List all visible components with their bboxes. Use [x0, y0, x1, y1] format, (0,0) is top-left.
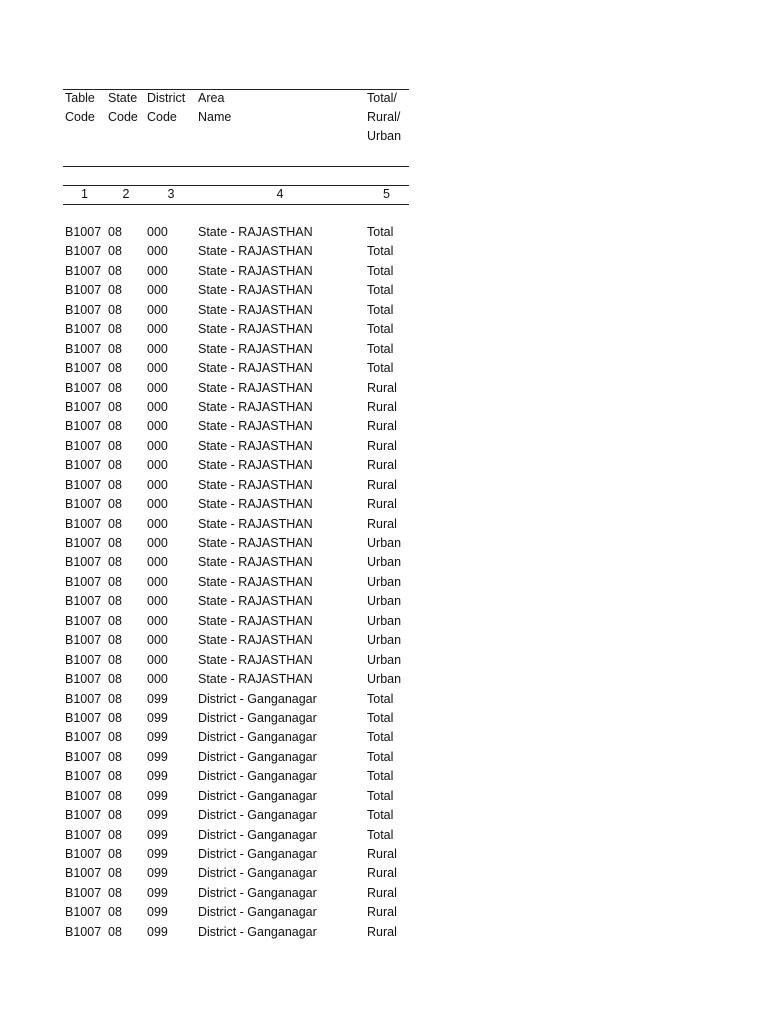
table-row [63, 787, 409, 806]
table-row [63, 476, 409, 495]
table-code-cell: B1007 [65, 574, 102, 589]
state-code-cell: 08 [108, 380, 122, 395]
total-rural-urban-cell: Rural [367, 458, 397, 473]
table-row [63, 631, 409, 650]
total-rural-urban-cell: Rural [367, 866, 397, 881]
table-code-cell: B1007 [65, 302, 102, 317]
total-rural-urban-cell: Total [367, 322, 394, 337]
total-rural-urban-cell: Urban [367, 555, 402, 570]
total-rural-urban-cell: Total [367, 788, 394, 803]
district-code-cell: 000 [147, 341, 168, 356]
area-name-cell: State - RAJASTHAN [198, 302, 313, 317]
area-name-cell: District - Ganganagar [198, 808, 317, 823]
header-state-code: State Code [108, 91, 138, 124]
area-name-cell: District - Ganganagar [198, 905, 317, 920]
district-code-cell: 000 [147, 574, 168, 589]
area-name-cell: District - Ganganagar [198, 730, 317, 745]
district-code-cell: 000 [147, 225, 168, 239]
state-code-cell: 08 [108, 244, 122, 259]
state-code-cell: 08 [108, 361, 122, 376]
state-code-cell: 08 [108, 652, 122, 667]
table-row [63, 903, 409, 922]
area-name-cell: District - Ganganagar [198, 827, 317, 842]
table-row [63, 826, 409, 845]
area-name-cell: State - RAJASTHAN [198, 477, 313, 492]
table-code-cell: B1007 [65, 536, 102, 550]
column-number-4: 4 [276, 187, 284, 201]
table-row [63, 748, 409, 767]
area-name-cell: District - Ganganagar [198, 924, 317, 939]
total-rural-urban-cell: Total [367, 361, 394, 376]
state-code-cell: 08 [108, 594, 122, 609]
district-code-cell: 099 [147, 885, 168, 900]
area-name-cell: State - RAJASTHAN [198, 613, 313, 628]
total-rural-urban-cell: Urban [367, 613, 402, 628]
table-code-cell: B1007 [65, 710, 102, 725]
table-code-cell: B1007 [65, 419, 102, 434]
area-name-cell: State - RAJASTHAN [198, 574, 313, 589]
state-code-cell: 08 [108, 536, 122, 550]
district-code-cell: 099 [147, 905, 168, 920]
total-rural-urban-cell: Rural [367, 399, 397, 414]
table-code-cell: B1007 [65, 497, 102, 512]
table-row [63, 651, 409, 670]
total-rural-urban-cell: Rural [367, 905, 397, 920]
state-code-cell: 08 [108, 613, 122, 628]
district-code-cell: 000 [147, 419, 168, 434]
total-rural-urban-cell: Total [367, 263, 394, 278]
area-name-cell: State - RAJASTHAN [198, 594, 313, 609]
area-name-cell: State - RAJASTHAN [198, 263, 313, 278]
total-rural-urban-cell: Rural [367, 477, 397, 492]
table-code-cell: B1007 [65, 477, 102, 492]
district-code-cell: 000 [147, 497, 168, 512]
table-code-cell: B1007 [65, 788, 102, 803]
table-row [63, 670, 409, 689]
district-code-cell: 000 [147, 633, 168, 648]
table-row [63, 573, 409, 592]
area-name-cell: District - Ganganagar [198, 847, 317, 861]
table-row [63, 437, 409, 456]
total-rural-urban-cell: Urban [367, 594, 402, 609]
table-row [63, 612, 409, 631]
district-code-cell: 099 [147, 788, 168, 803]
table-row [63, 281, 409, 300]
header-area-name: Area Name [198, 91, 232, 124]
table-code-cell: B1007 [65, 458, 102, 473]
state-code-cell: 08 [108, 749, 122, 764]
area-name-cell: State - RAJASTHAN [198, 244, 313, 259]
table-code-cell: B1007 [65, 672, 102, 687]
total-rural-urban-cell: Rural [367, 419, 397, 434]
area-name-cell: State - RAJASTHAN [198, 399, 313, 414]
district-code-cell: 099 [147, 808, 168, 823]
area-name-cell: District - Ganganagar [198, 885, 317, 900]
district-code-cell: 099 [147, 749, 168, 764]
table-row [63, 767, 409, 786]
district-code-cell: 000 [147, 536, 168, 550]
state-code-cell: 08 [108, 847, 122, 861]
table-row [63, 515, 409, 534]
district-code-cell: 099 [147, 730, 168, 745]
district-code-cell: 000 [147, 263, 168, 278]
header-total-rural-urban: Total/ Rural/ Urban [367, 91, 402, 143]
column-number-bottom-rule [63, 204, 409, 205]
state-code-cell: 08 [108, 438, 122, 453]
state-code-cell: 08 [108, 263, 122, 278]
district-code-cell: 000 [147, 283, 168, 298]
district-code-cell: 000 [147, 477, 168, 492]
table-code-cell: B1007 [65, 380, 102, 395]
district-code-cell: 000 [147, 399, 168, 414]
area-name-cell: State - RAJASTHAN [198, 419, 313, 434]
table-row [63, 340, 409, 359]
table-row [63, 845, 409, 864]
total-rural-urban-cell: Urban [367, 672, 402, 687]
table-code-cell: B1007 [65, 633, 102, 648]
district-code-cell: 099 [147, 691, 168, 706]
area-name-cell: State - RAJASTHAN [198, 380, 313, 395]
table-row [63, 923, 409, 942]
table-code-cell: B1007 [65, 924, 102, 939]
total-rural-urban-cell: Rural [367, 497, 397, 512]
district-code-cell: 000 [147, 244, 168, 259]
table-row [63, 864, 409, 883]
state-code-cell: 08 [108, 341, 122, 356]
total-rural-urban-cell: Urban [367, 536, 402, 550]
area-name-cell: State - RAJASTHAN [198, 283, 313, 298]
state-code-cell: 08 [108, 458, 122, 473]
total-rural-urban-cell: Rural [367, 516, 397, 531]
state-code-cell: 08 [108, 672, 122, 687]
district-code-cell: 000 [147, 302, 168, 317]
state-code-cell: 08 [108, 808, 122, 823]
total-rural-urban-cell: Rural [367, 438, 397, 453]
district-code-cell: 099 [147, 769, 168, 784]
table-code-cell: B1007 [65, 244, 102, 259]
area-name-cell: State - RAJASTHAN [198, 633, 313, 648]
table-row [63, 242, 409, 261]
district-code-cell: 099 [147, 924, 168, 939]
total-rural-urban-cell: Rural [367, 924, 397, 939]
table-row [63, 806, 409, 825]
table-row [63, 417, 409, 436]
state-code-cell: 08 [108, 322, 122, 337]
district-code-cell: 000 [147, 380, 168, 395]
state-code-cell: 08 [108, 788, 122, 803]
area-name-cell: State - RAJASTHAN [198, 361, 313, 376]
table-body [63, 223, 409, 942]
area-name-cell: District - Ganganagar [198, 691, 317, 706]
district-code-cell: 000 [147, 672, 168, 687]
state-code-cell: 08 [108, 924, 122, 939]
table-code-cell: B1007 [65, 691, 102, 706]
state-code-cell: 08 [108, 633, 122, 648]
state-code-cell: 08 [108, 399, 122, 414]
table-row [63, 884, 409, 903]
table-row [63, 690, 409, 709]
total-rural-urban-cell: Urban [367, 652, 402, 667]
district-code-cell: 000 [147, 361, 168, 376]
total-rural-urban-cell: Total [367, 769, 394, 784]
area-name-cell: State - RAJASTHAN [198, 438, 313, 453]
column-number-3: 3 [167, 187, 175, 201]
table-code-cell: B1007 [65, 341, 102, 356]
table-code-cell: B1007 [65, 808, 102, 823]
table-code-cell: B1007 [65, 613, 102, 628]
state-code-cell: 08 [108, 283, 122, 298]
district-code-cell: 000 [147, 322, 168, 337]
table-row [63, 223, 409, 242]
area-name-cell: District - Ganganagar [198, 866, 317, 881]
area-name-cell: State - RAJASTHAN [198, 322, 313, 337]
table-code-cell: B1007 [65, 730, 102, 745]
table-row [63, 553, 409, 572]
table-code-cell: B1007 [65, 905, 102, 920]
district-code-cell: 099 [147, 710, 168, 725]
district-code-cell: 000 [147, 438, 168, 453]
area-name-cell: State - RAJASTHAN [198, 536, 313, 550]
state-code-cell: 08 [108, 730, 122, 745]
district-code-cell: 000 [147, 555, 168, 570]
state-code-cell: 08 [108, 691, 122, 706]
district-code-cell: 000 [147, 594, 168, 609]
state-code-cell: 08 [108, 477, 122, 492]
table-row [63, 495, 409, 514]
table-code-cell: B1007 [65, 225, 102, 239]
area-name-cell: State - RAJASTHAN [198, 341, 313, 356]
table-code-cell: B1007 [65, 749, 102, 764]
total-rural-urban-cell: Total [367, 710, 394, 725]
area-name-cell: State - RAJASTHAN [198, 672, 313, 687]
district-code-cell: 099 [147, 866, 168, 881]
table-row [63, 534, 409, 553]
total-rural-urban-cell: Total [367, 808, 394, 823]
state-code-cell: 08 [108, 302, 122, 317]
table-row [63, 709, 409, 728]
state-code-cell: 08 [108, 497, 122, 512]
total-rural-urban-cell: Total [367, 749, 394, 764]
state-code-cell: 08 [108, 866, 122, 881]
table-code-cell: B1007 [65, 847, 102, 861]
state-code-cell: 08 [108, 516, 122, 531]
district-code-cell: 000 [147, 652, 168, 667]
table-code-cell: B1007 [65, 769, 102, 784]
table-code-cell: B1007 [65, 866, 102, 881]
table-row [63, 456, 409, 475]
area-name-cell: State - RAJASTHAN [198, 458, 313, 473]
area-name-cell: State - RAJASTHAN [198, 555, 313, 570]
table-code-cell: B1007 [65, 594, 102, 609]
total-rural-urban-cell: Total [367, 341, 394, 356]
total-rural-urban-cell: Total [367, 827, 394, 842]
table-row [63, 262, 409, 281]
column-number-1: 1 [81, 187, 88, 201]
table-row [63, 398, 409, 417]
column-number-2: 2 [122, 187, 130, 201]
header-table-code: Table Code [65, 91, 95, 124]
table-row [63, 592, 409, 611]
table-code-cell: B1007 [65, 283, 102, 298]
total-rural-urban-cell: Total [367, 283, 394, 298]
area-name-cell: District - Ganganagar [198, 769, 317, 784]
table-code-cell: B1007 [65, 263, 102, 278]
total-rural-urban-cell: Urban [367, 574, 402, 589]
header-bottom-rule [63, 166, 409, 167]
state-code-cell: 08 [108, 225, 122, 239]
table-code-cell: B1007 [65, 885, 102, 900]
area-name-cell: District - Ganganagar [198, 749, 317, 764]
total-rural-urban-cell: Urban [367, 633, 402, 648]
table-row [63, 320, 409, 339]
state-code-cell: 08 [108, 710, 122, 725]
table-code-cell: B1007 [65, 399, 102, 414]
total-rural-urban-cell: Rural [367, 380, 397, 395]
district-code-cell: 000 [147, 458, 168, 473]
state-code-cell: 08 [108, 905, 122, 920]
district-code-cell: 000 [147, 516, 168, 531]
area-name-cell: State - RAJASTHAN [198, 652, 313, 667]
state-code-cell: 08 [108, 769, 122, 784]
state-code-cell: 08 [108, 885, 122, 900]
total-rural-urban-cell: Total [367, 302, 394, 317]
state-code-cell: 08 [108, 555, 122, 570]
district-code-cell: 099 [147, 827, 168, 842]
total-rural-urban-cell: Total [367, 691, 394, 706]
column-number-5: 5 [383, 187, 390, 201]
table-code-cell: B1007 [65, 438, 102, 453]
table-code-cell: B1007 [65, 555, 102, 570]
area-name-cell: State - RAJASTHAN [198, 497, 313, 512]
area-name-cell: District - Ganganagar [198, 710, 317, 725]
total-rural-urban-cell: Total [367, 244, 394, 259]
area-name-cell: State - RAJASTHAN [198, 516, 313, 531]
table-code-cell: B1007 [65, 322, 102, 337]
table-row [63, 359, 409, 378]
state-code-cell: 08 [108, 827, 122, 842]
table-code-cell: B1007 [65, 827, 102, 842]
table-row [63, 301, 409, 320]
table-code-cell: B1007 [65, 652, 102, 667]
district-code-cell: 000 [147, 613, 168, 628]
state-code-cell: 08 [108, 574, 122, 589]
area-name-cell: District - Ganganagar [198, 788, 317, 803]
area-name-cell: State - RAJASTHAN [198, 225, 313, 239]
table-row [63, 379, 409, 398]
total-rural-urban-cell: Total [367, 730, 394, 745]
table-code-cell: B1007 [65, 516, 102, 531]
table-code-cell: B1007 [65, 361, 102, 376]
total-rural-urban-cell: Total [367, 225, 394, 239]
state-code-cell: 08 [108, 419, 122, 434]
total-rural-urban-cell: Rural [367, 847, 397, 861]
table-row [63, 728, 409, 747]
total-rural-urban-cell: Rural [367, 885, 397, 900]
district-code-cell: 099 [147, 847, 168, 861]
header-district-code: District Code [147, 91, 186, 124]
